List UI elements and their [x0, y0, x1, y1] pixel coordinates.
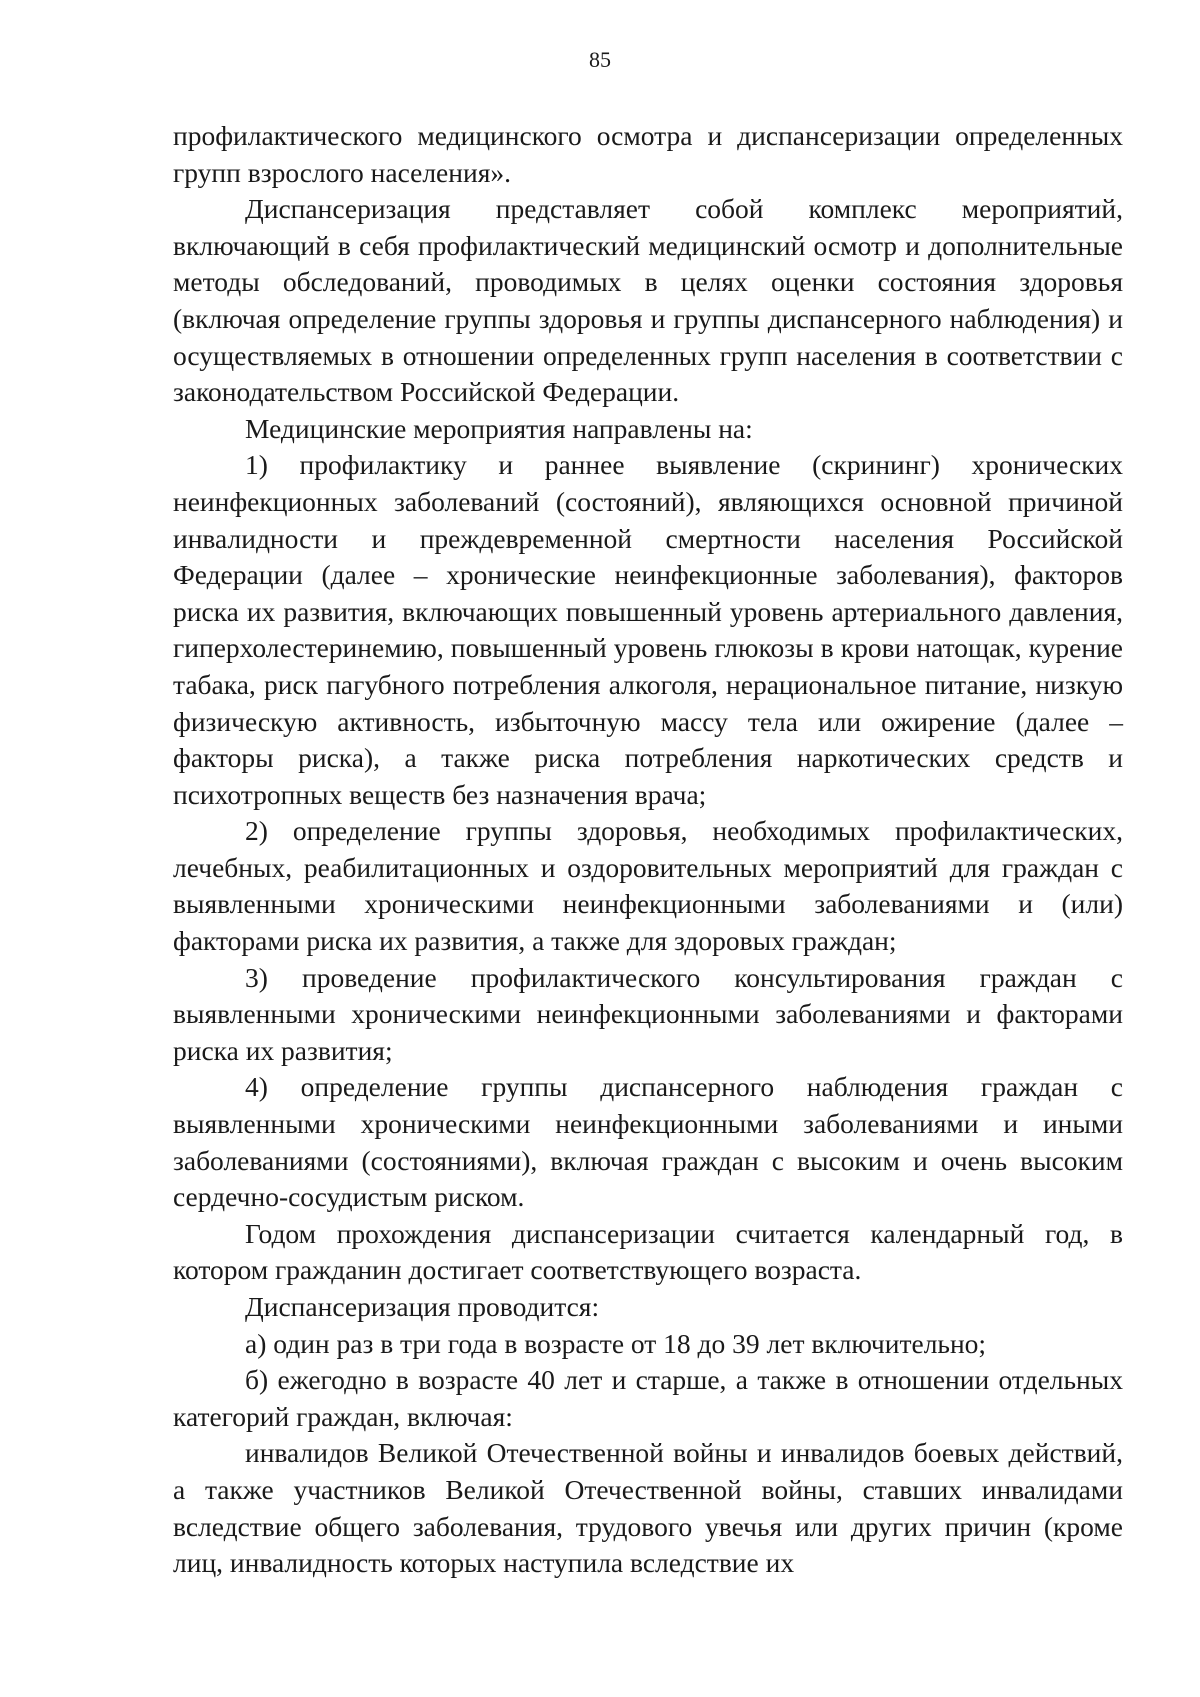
list-item-2: 2) определение группы здоровья, необходимых профилактических, лечебных, реабилитационных и оздоровительных мероприятий для граждан с выявленными хроническими неинфекционными заболеваниями и (или) факторами риска их развития, а также для здоровых граждан; — [173, 815, 1123, 957]
list-item-b: б) ежегодно в возрасте 40 лет и старше, а также в отношении отдельных категорий граждан, включая: — [173, 1364, 1123, 1432]
document-body — [173, 118, 1123, 1582]
list-item-1: 1) профилактику и раннее выявление (скрининг) хронических неинфекционных заболеваний (состояний), являющихся основной причиной инвалидности и преждевременной смертности населения Российской Федерации (далее – хронические неинфекционные заболевания), факторов риска их развития, включающих повышенный уровень артериального давления, гиперхолестеринемию, повышенный уровень глюкозы в крови натощак, курение табака, риск пагубного потребления алкоголя, нерациональное питание, низкую физическую активность, избыточную массу тела или ожирение (далее – факторы риска), а также риска потребления наркотических средств и психотропных веществ без назначения врача; — [173, 449, 1123, 810]
paragraph-dispanserization-definition: Диспансеризация представляет собой комплекс мероприятий, включающий в себя профилактический медицинский осмотр и дополнительные методы обследований, проводимых в целях оценки состояния здоровья (включая определение группы здоровья и группы диспансерного наблюдения) и осуществляемых в отношении определенных групп населения в соответствии с законодательством Российской Федерации. — [173, 193, 1123, 408]
paragraph-year-definition: Годом прохождения диспансеризации считается календарный год, в котором гражданин достигает соответствующего возраста. — [173, 1217, 1123, 1286]
list-item-a: а) один раз в три года в возрасте от 18 до 39 лет включительно; — [245, 1327, 987, 1359]
paragraph-schedule-intro: Диспансеризация проводится: — [245, 1291, 600, 1322]
list-item-3: 3) проведение профилактического консультирования граждан с выявленными хроническими неинфекционными заболеваниями и факторами риска их развития; — [173, 961, 1123, 1066]
page-number: 85 — [589, 47, 611, 72]
paragraph-measures-intro: Медицинские мероприятия направлены на: — [245, 412, 753, 444]
paragraph-categories: инвалидов Великой Отечественной войны и инвалидов боевых действий, а также участников Великой Отечественной войны, ставших инвалидами вследствие общего заболевания, трудового увечья или других причин (кроме лиц, инвалидность которых наступила вследствие их — [173, 1437, 1123, 1579]
list-item-4: 4) определение группы диспансерного наблюдения граждан с выявленными хроническими неинфекционными заболеваниями и иными заболеваниями (состояниями), включая граждан с высоким и очень высоким сердечно-сосудистым риском. — [173, 1071, 1123, 1213]
paragraph-continuation: профилактического медицинского осмотра и диспансеризации определенных групп взрослого населения». — [173, 120, 1123, 188]
